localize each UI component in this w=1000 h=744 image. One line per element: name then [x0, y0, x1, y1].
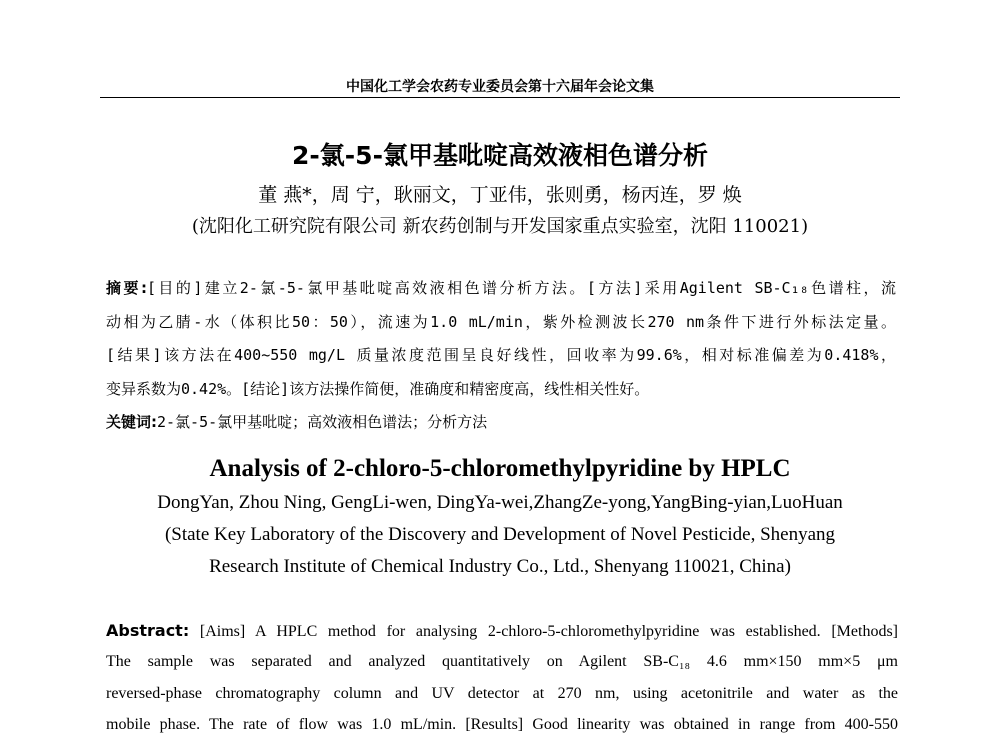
- abstract-line: 动相为乙腈-水（体积比50：50），流速为1.0 mL/min，紫外检测波长270 nm条件下进行外标法定量。: [106, 312, 896, 331]
- abstract-line: 摘要:[目的]建立2-氯-5-氯甲基吡啶高效液相色谱分析方法。[方法]采用Agilent SB-C₁₈色谱柱，流: [106, 279, 896, 297]
- abstract-line: The sample was separated and analyzed quantitatively on Agilent SB-C₁₈ 4.6 mm×150 mm×5 μm: [106, 653, 898, 671]
- chinese-title: 2-氯-5-氯甲基吡啶高效液相色谱分析: [292, 141, 708, 170]
- abstract-line: [结果]该方法在400~550 mg/L 质量浓度范围呈良好线性，回收率为99.6%，相对标准偏差为0.418%，: [106, 346, 896, 364]
- chinese-affiliation: (沈阳化工研究院有限公司 新农药创制与开发国家重点实验室，沈阳 110021): [191, 216, 809, 237]
- abstract-line: 变异系数为0.42%。[结论]该方法操作简便，准确度和精密度高，线性相关性好。: [106, 379, 650, 398]
- keywords-label: 关键词:: [106, 413, 157, 431]
- english-affiliation-line: Research Institute of Chemical Industry Co., Ltd., Shenyang 110021, China): [209, 556, 791, 577]
- english-title: Analysis of 2-chloro-5-chloromethylpyridine by HPLC: [209, 455, 791, 482]
- keywords: 关键词:2-氯-5-氯甲基吡啶；高效液相色谱法；分析方法: [106, 413, 488, 431]
- chinese-abstract: [106, 276, 896, 444]
- abstract-line: mobile phase. The rate of flow was 1.0 mL/min. [Results] Good linearity was obtained in range from 400-550: [106, 715, 898, 733]
- abstract-label: Abstract:: [106, 621, 190, 640]
- running-header: 中国化工学会农药专业委员会第十六届年会论文集: [346, 79, 654, 95]
- abstract-line: Abstract: [Aims] A HPLC method for analysing 2-chloro-5-chloromethylpyridine was established. [Methods]: [106, 621, 899, 640]
- english-authors: DongYan, Zhou Ning, GengLi-wen, DingYa-wei,ZhangZe-yong,YangBing-yian,LuoHuan: [157, 492, 843, 513]
- english-affiliation-line: (State Key Laboratory of the Discovery and Development of Novel Pesticide, Shenyang: [164, 524, 836, 545]
- chinese-authors: 董 燕*，周 宁，耿丽文，丁亚伟，张则勇，杨丙连，罗 焕: [258, 184, 742, 206]
- header-rule: [100, 97, 900, 98]
- abstract-line: reversed-phase chromatography column and UV detector at 270 nm, using acetonitrile and water as the: [106, 684, 898, 702]
- english-abstract: [106, 619, 898, 744]
- abstract-label: 摘要:: [106, 279, 147, 297]
